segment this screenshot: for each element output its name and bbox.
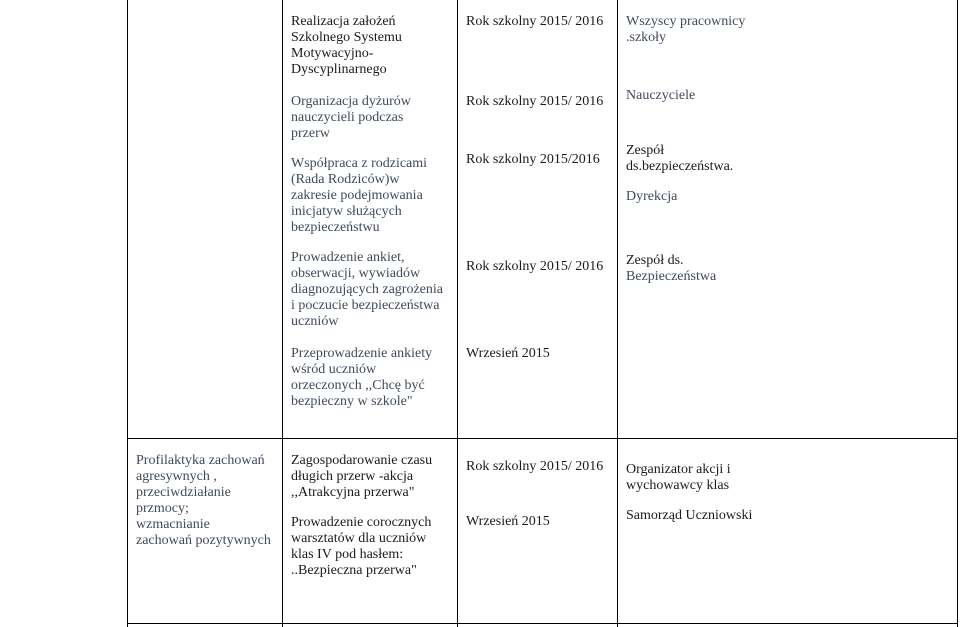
area-line: przeciwdziałanie xyxy=(136,485,231,500)
row-divider-profilaktyka xyxy=(127,438,958,439)
activity-line: Dyscyplinarnego xyxy=(291,62,387,77)
term-cell-1: Rok szkolny 2015/ 2016 xyxy=(466,14,604,29)
activity-line: ..Bezpieczna przerwa" xyxy=(291,563,417,578)
responsible-cell-2 xyxy=(626,88,695,104)
term-cell-profilaktyka-2: Wrzesień 2015 xyxy=(466,514,550,529)
responsible-line: Zespół xyxy=(626,143,665,158)
activity-line: uczniów xyxy=(291,314,339,329)
activity-line: długich przerw -akcja xyxy=(291,469,414,484)
activity-cell-4 xyxy=(291,250,443,330)
table-border-bottom xyxy=(127,623,958,624)
activity-line: ,,Atrakcyjna przerwa" xyxy=(291,485,415,500)
term-cell-4: Rok szkolny 2015/ 2016 xyxy=(466,259,604,274)
term-cell-3: Rok szkolny 2015/2016 xyxy=(466,152,600,167)
activity-cell-profilaktyka-2 xyxy=(291,515,431,579)
activity-line: (Rada Rodziców)w xyxy=(291,172,400,187)
term-cell-profilaktyka-1: Rok szkolny 2015/ 2016 xyxy=(466,459,604,474)
responsible-line: wychowawcy klas xyxy=(626,478,730,493)
activity-line: Realizacja założeń xyxy=(291,14,396,29)
activity-cell-5 xyxy=(291,346,432,410)
activity-cell-2 xyxy=(291,94,411,142)
activity-line: Współpraca z rodzicami xyxy=(291,156,428,171)
activity-cell-3 xyxy=(291,156,427,236)
table-border-right xyxy=(957,0,958,627)
activity-line: Przeprowadzenie ankiety xyxy=(291,346,433,361)
activity-cell-profilaktyka-1 xyxy=(291,453,432,501)
responsible-extra-3: Dyrekcja xyxy=(626,189,678,204)
responsible-cell-1 xyxy=(626,14,745,46)
responsible-cell-profilaktyka-1 xyxy=(626,462,731,494)
column-divider-2 xyxy=(457,0,458,627)
area-cell-profilaktyka xyxy=(136,453,271,549)
activity-line: nauczycieli podczas xyxy=(291,110,404,125)
activity-line: Organizacja dyżurów xyxy=(291,94,411,109)
area-line: wzmacnianie xyxy=(136,517,210,532)
activity-line: warsztatów dla uczniów xyxy=(291,531,427,546)
responsible-line: Zespół ds. xyxy=(626,253,684,268)
responsible-cell-4 xyxy=(626,253,716,285)
activity-line: orzeczonych ,,Chcę być xyxy=(291,378,425,393)
responsible-cell-3 xyxy=(626,143,733,175)
activity-line: Zagospodarowanie czasu xyxy=(291,453,433,468)
area-line: agresywnych , xyxy=(136,469,217,484)
activity-line: wśród uczniów xyxy=(291,362,377,377)
activity-line: zakresie podejmowania xyxy=(291,188,423,203)
column-divider-3 xyxy=(617,0,618,627)
column-divider-1 xyxy=(282,0,283,627)
activity-line: Prowadzenie corocznych xyxy=(291,515,432,530)
activity-line: klas IV pod hasłem: xyxy=(291,547,404,562)
responsible-line: .szkoły xyxy=(626,30,667,45)
activity-line: Szkolnego Systemu xyxy=(291,30,402,45)
activity-cell-1 xyxy=(291,14,402,78)
activity-line: bezpieczeństwu xyxy=(291,220,380,235)
activity-line: inicjatyw służących xyxy=(291,204,402,219)
activity-line: obserwacji, wywiadów xyxy=(291,266,421,281)
area-line: zachowań pozytywnych xyxy=(136,533,271,548)
activity-line: Motywacyjno- xyxy=(291,46,374,61)
term-cell-5: Wrzesień 2015 xyxy=(466,346,550,361)
term-cell-2: Rok szkolny 2015/ 2016 xyxy=(466,94,604,109)
table-border-left xyxy=(127,0,128,627)
area-line: Profilaktyka zachowań xyxy=(136,453,265,468)
activity-line: Prowadzenie ankiet, xyxy=(291,250,405,265)
activity-line: i poczucie bezpieczeństwa xyxy=(291,298,440,313)
responsible-line: Nauczyciele xyxy=(626,88,696,103)
responsible-line: ds.bezpieczeństwa. xyxy=(626,159,734,174)
responsible-line: Wszyscy pracownicy xyxy=(626,14,746,29)
activity-line: przerw xyxy=(291,126,330,141)
responsible-line: Organizator akcji i xyxy=(626,462,731,477)
responsible-line: Bezpieczeństwa xyxy=(626,269,717,284)
area-line: przmocy; xyxy=(136,501,189,516)
responsible-cell-profilaktyka-2: Samorząd Uczniowski xyxy=(626,508,753,523)
activity-line: bezpieczny w szkole" xyxy=(291,394,413,409)
activity-line: diagnozujących zagrożenia xyxy=(291,282,443,297)
